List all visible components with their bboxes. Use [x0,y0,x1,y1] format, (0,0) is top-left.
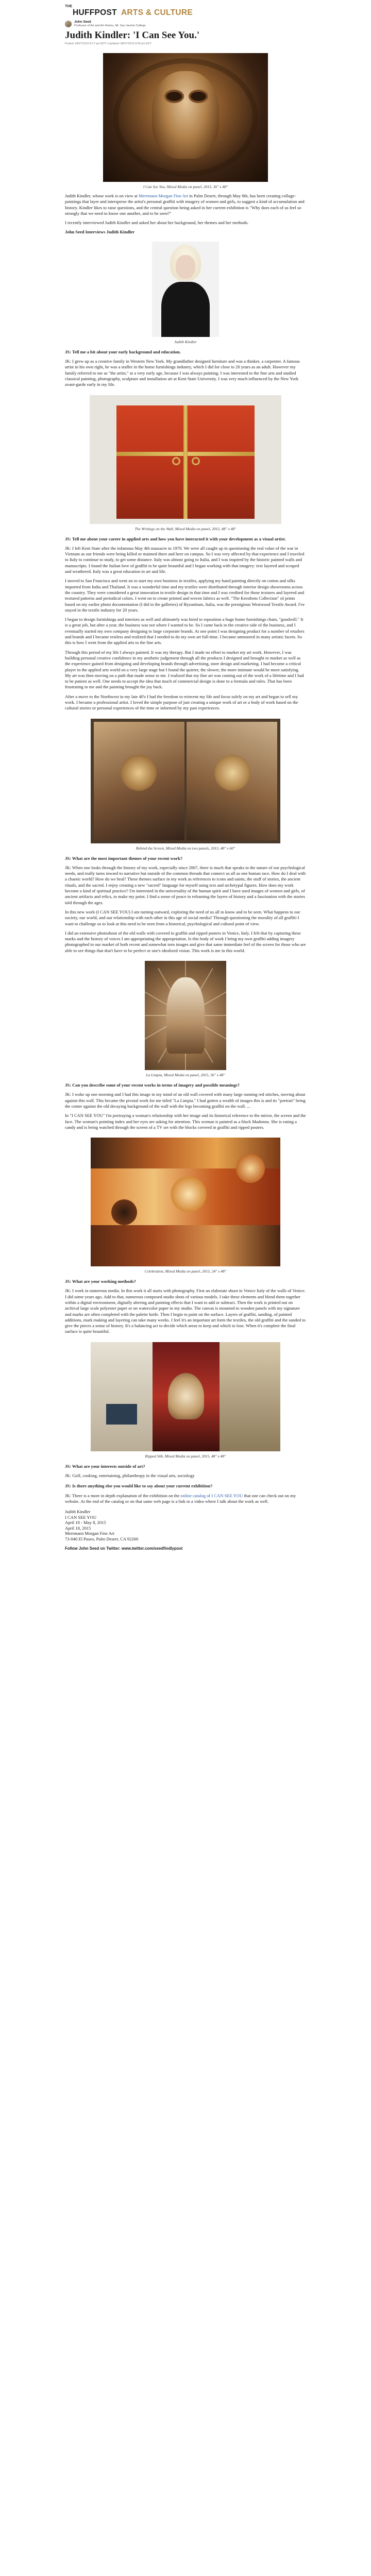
caption-i-can-see-you: I Can See You, Mixed Media on panel, 2015, 36" x 48" [143,184,228,189]
exhibition-address: 73-040 El Paseo, Palm Desert, CA 92260 [65,1536,139,1541]
artwork-door-ring [172,457,180,465]
artist-portrait-image [152,242,219,337]
answer-4-part-1: JK: I woke up one morning and I had this image in my mind of an old wall covered with many large running red stitches, moving about against this wall. This became the pivotal work for me titled "La Limpia." I had gotten a wealth of images this is and its "portrait" being the center against the old decaying background of the wall with the legs becoming graffiti on the wall. ... [65,1092,306,1109]
exhibition-info [65,1509,306,1541]
portrait-body [161,282,210,337]
answer-3-part-3: I did an extensive photoshoot of the old walls with covered in graffiti and ripped posters in Venice, Italy. I felt that by capturing these marks and the history of voices I am appropriating the appropriation. Is this body of work I bring my own graffiti adding imagery photographed in our market of both recent and somewhat torn images and give that same immediate feel of the screen for those who are able to see things that don't have to be perfect or one's idealized vision. This work is me in this world. [65,930,306,953]
answer-7-text-a: JK: There is a more in depth explanation of the exhibition on the [65,1493,181,1498]
answer-4-part-2: In "I CAN SEE YOU" I'm portraying a woman's relationship with her image and its historical reference to the mirror, the screen and the face. The woman's pointing index and her eyes are asking for attention. This woman is painted as a black Madonna. She is eating a candy and is being watched through the screen of a TV set with the blocks covered in graffiti and ripped posters. [65,1113,306,1130]
question-7: JS: Is there anything else you would like to say about your current exhibition? [65,1483,213,1489]
masthead[interactable] [0,0,371,18]
answer-6: JK: Golf, cooking, entertaining, philanthropy in the visual arts, sociology [65,1473,195,1479]
answer-1: JK: I grew up as a creative family in Western New York. My grandfather designed furniture and was a thinker, a carpenter. A famous artist in his own right, he was a staffer in the home furnishings industry, which I did for close to 20 years as an adult. However my family referred to me as "the artist," at a very early age, because I was always painting. I was interested in the fine arts and studied classical painting, photography, sculpture and installation art at Kent State University. I was very much influenced by the New York avant-garde early in my life. [65,359,300,387]
section-title[interactable]: ARTS & CULTURE [121,8,193,17]
answer-2-part-1: JK: I left Kent State after the infamous May 4th massacre in 1970. We were all caught up in questioning the real value of the war in Vietnam as our friends were being killed or maimed there and here on campus. So I was very affected by that experience and I traveled to Italy to continue to study, to get some distance. Italy was almost going to Italia, and I was inspired by the historic painted walls and manuscripts. I found the Italian love of graffiti to be quite beautiful and I began working with that imagery: text layered and scraped and weathered. Italy was a great education in art and life. [65,545,305,574]
question-3: JS: What are the most important themes of your recent work? [65,855,183,861]
artwork-block [220,1342,280,1451]
author-title: Professor of Art and Art History, Mt. San Jacinto College [74,24,146,27]
portrait-face [176,255,195,279]
artwork-eye-right [191,92,206,101]
artwork-block [168,1373,204,1419]
online-catalog-link[interactable]: online catalog of I CAN SEE YOU [180,1493,243,1498]
answer-2-part-2: I moved to San Francisco and went on to start my own business in textiles, applying my hand painting directly on cotton and silks imported from India and Thailand. It was a wonderful time and my textiles were distributed through interior design showrooms across the country. They were considered a great innovation in textile design in that time and I was credited for those textures and layered and textured patterns and periodical colors. I went on to create printed and woven fabrics as well. "The Kerstbots Collection" of prints based on my earlier photo documentation (I did in the galleries) of Byzantium, Italia, was the prestigious Westwood Textile Award. I've stayed in the textile industry for 20 years. [65,578,305,613]
intro-text-a: Judith Kindler, whose work is on view at [65,193,139,198]
article-title: Judith Kindler: 'I Can See You.' [65,30,200,41]
intro-paragraph-2: I recently interviewed Judith Kindler and asked her about her background, her themes and her methods. [65,220,249,226]
question-4: JS: Can you describe some of your recent works in terms of imagery and possible meanings? [65,1082,240,1088]
caption-la-limpia: La Limpia, Mixed Media on panel, 2015, 36" x 48" [146,1073,225,1078]
answer-2-part-5: After a move to the Northwest in my late 40's I had the freedom to reinvent my life and focus solely on my art and began to sell my work. I became a professional artist. I loved the simple purpose of just creating a unique work of art or a body of work based on the cultural stories or personal experiences of the time or informed by my past experiences. [65,693,298,711]
answer-3-part-1: JK: When one looks through the history of my work, especially since 2007, there is much that speaks to the nature of our psychological needs, and really turns inward to narrative but outside of the common threads that connect us all as one human race. How do I deal with a chaotic world? How do we heal? These themes surface in my work as references to icons and saints, the stuff of stories, the ancient rituals, and the sacred. I enjoy creating a new "sacred" language for myself using text and archetypal figures. How does my work become a kind of spiritual practice? I'm interested in the universality of the human spirit and I have used images of women and girls, of ancient artifacts and relics, to make my point. I find a sense of peace in reframing the layers of history and a fascination with the stories told through the ages. [65,865,306,905]
author-avatar[interactable] [65,21,72,27]
exhibition-artist: Judith Kindler [65,1509,91,1515]
answer-2-part-4: Through this period of my life I always painted. It was my therapy. But I made no effort to market my art work. However, I was building personal creative confidence in my aesthetic judgement through all the products I designed and brought to market as well as the experience gained from designing and developing brands through advertising, store design and marketing. I had become a critical player in the applied arts world on a very large stage but I found the quieter, the slower, the more intimate would be more satisfying. My art was then moving on a path that made sense to me. I realized that my fine art was coming out of the work of a lifetime and I had to be patient as well. One needs to accept the idea that much of commercial design is done to a formula and rules. That has been frustrating to me and the painting brought the joy back. [65,649,304,690]
artwork-eye-left [166,92,182,101]
masthead-the: THE [65,4,72,8]
artwork-door-ring [192,457,200,465]
artwork-band [91,1225,280,1266]
artwork-saint-figure [166,977,205,1054]
answer-7 [65,1493,306,1505]
artwork-circle [111,1199,137,1225]
caption-portrait: Judith Kindler [174,339,197,344]
caption-celebration: Celebration, Mixed Media on panel, 2015, 24" x 48" [144,1269,227,1274]
author-name[interactable]: John Seed [74,20,91,24]
gallery-link[interactable]: Merrmann Morgan Fine Art [139,193,189,198]
exhibition-title: I CAN SEE YOU [65,1514,97,1520]
artwork-lion-left [121,755,157,791]
follow-author-twitter[interactable]: Follow John Seed on Twitter: www.twitter.com/seedfindlypost [65,1546,183,1551]
byline [0,18,371,28]
answer-2-part-3: I began to design furnishings and interiors as well and ultimately was hired to reposition a huge home furnishings chain, "goodwill." It is a great job, but after a year, the business was not where I wanted to be. So I came back to the creative side of the business, and I eventually started my own company designing to large corporate brands. At one point I was designing product for a number of retailers and brands and I became restless and realized that I needed to do my own art full-time. I became unmoored in many artistic facets. So this is how I went from the applied arts to the fine arts. [65,617,305,646]
exhibition-gallery: Merrmann Morgan Fine Art [65,1531,115,1536]
intro-paragraph [65,193,306,216]
artwork-block [106,1404,137,1425]
article-dates: Posted: 08/27/2015 8:17 pm EDT | Updated: 08/27/2015 8:59 pm EDT [65,42,151,45]
artwork-image-behind-the-screen [91,719,280,843]
question-2: JS: Tell me about your career in applied arts and how you have interacted it with your development as a visual artist. [65,536,286,541]
intro-text-b: in Palm Desert, through May 8th, has been creating collage-paintings that layer and intersperse the artist's personal graffiti with imagery of women and girls, to suggest a kind of accumulation and history. Kindler likes to raise questions, and the central question being asked in her current exhibition is "Why does each of us feel so strongly that we need to know one another, and to be seen?" [65,193,305,216]
artwork-circle [168,1174,209,1215]
exhibition-opening: April 18, 2015 [65,1525,91,1531]
artwork-lion-right [214,755,250,791]
huffpost-logo[interactable]: HUFFPOST [73,8,117,17]
artwork-circle [235,1153,266,1184]
answer-3-part-2: In this new work (I CAN SEE YOU) I am turning outward, exploring the need of us all to know and to be seen. What happens to our society, our world, and our relationship with each other in this age of social media? Through questioning the morality of all graffiti I want to challenge us to look at this need to be seen from a historical, psychological and cultural point of view. [65,909,300,926]
answer-5: JK: I work in numerous media. In this work it all starts with photography. First an elaborate shoot in Venice Italy of the walls of Venice. I did some years ago. Add to that, numerous composed studio shots of various models. I take these elements and blend them together within a digital environment, digitally altering and painting effects that I want to add or subtract. Then the work is printed out on archival large scale polyester paper or on watercolor paper in my studio. The canvas is mounted to wooden panels with my signature and marks are often completed with the palette knife. Then I begin to paint on the surface. Layers of graffiti, sanding, of painted additions, mark making and layering can take many weeks. I feel it's an important art form the textiles, the old graffiti and the sanded to give the pieces a sense of history. It's a balancing act to decide which areas to keep and which to lose. When it's complete the final surface is quite beautiful. [65,1288,306,1334]
interview-heading: John Seed Interviews Judith Kindler [65,229,135,235]
artwork-image-i-can-see-you [103,53,268,182]
artwork-image-celebration [91,1138,280,1266]
exhibition-dates: April 18 - May 8, 2015 [65,1520,106,1526]
caption-writings-on-the-wall: The Writings on the Wall, Mixed Media on panel, 2015, 48" x 48" [134,526,237,531]
artwork-image-writings-on-the-wall [90,395,281,524]
answer-7-text-b: that one can check out on my website. At the end of the catalog or on that same web page is a link to a video where I talk about the work as well. [65,1493,296,1504]
question-5: JS: What are your working methods? [65,1279,136,1284]
artwork-gold-band [183,405,188,519]
artwork-face [152,71,219,159]
artwork-image-ripped-silk [91,1342,280,1451]
question-1: JS: Tell me a bit about your early background and education. [65,349,181,354]
artwork-image-la-limpia [145,961,226,1070]
caption-behind-the-screen: Behind the Screen, Mixed Media on two panels, 2015, 48" x 60" [136,845,235,851]
article-content [0,30,371,1552]
caption-ripped-silk: Ripped Silk, Mixed Media on panel, 2015, 48" x 48" [145,1453,226,1459]
question-6: JS: What are your interests outside of art? [65,1463,145,1469]
artwork-block [91,1342,153,1451]
